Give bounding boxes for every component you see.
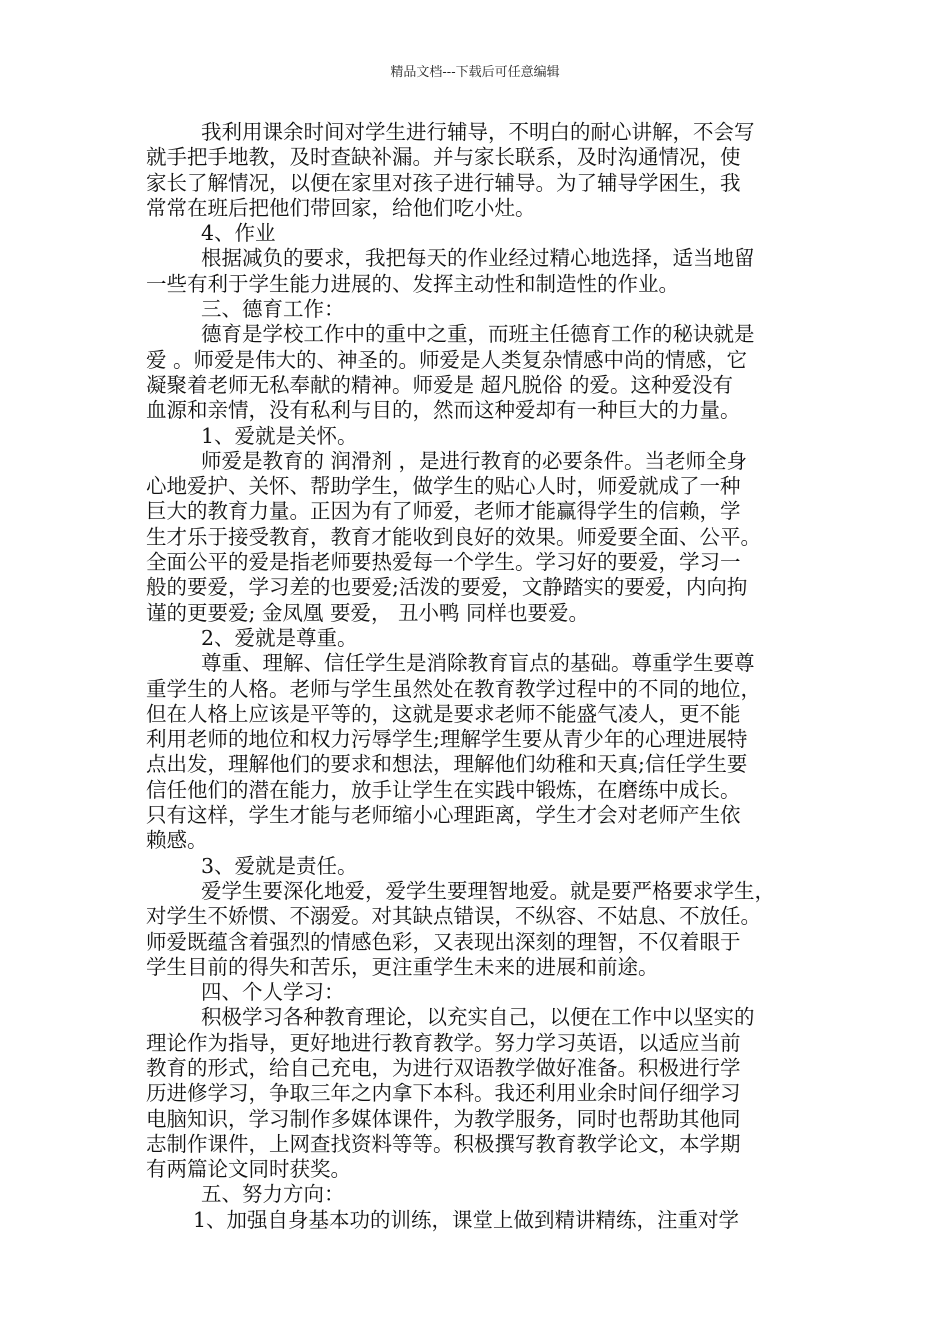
text-line: 3、爱就是责任。 bbox=[201, 853, 358, 878]
text-line: 般的要爱，学习差的也要爱;活泼的要爱，文静踏实的要爱，内向拘 bbox=[146, 575, 748, 600]
text-line: 爱学生要深化地爱，爱学生要理智地爱。就是要严格要求学生， bbox=[201, 878, 775, 903]
text-line: 只有这样，学生才能与老师缩小心理距离，学生才会对老师产生依 bbox=[146, 803, 741, 828]
text-line: 对学生不娇惯、不溺爱。对其缺点错误，不纵容、不姑息、不放任。 bbox=[146, 904, 761, 929]
document-body bbox=[146, 120, 808, 1233]
text-line: 五、努力方向： bbox=[201, 1182, 345, 1207]
text-line: 四、个人学习： bbox=[201, 980, 345, 1005]
text-line: 尊重、理解、信任学生是消除教育盲点的基础。尊重学生要尊 bbox=[201, 651, 755, 676]
text-line: 生才乐于接受教育，教育才能收到良好的效果。师爱要全面、公平。 bbox=[146, 524, 761, 549]
text-line: 德育是学校工作中的重中之重，而班主任德育工作的秘诀就是 bbox=[201, 322, 755, 347]
text-line: 家长了解情况，以便在家里对孩子进行辅导。为了辅导学困生，我 bbox=[146, 170, 741, 195]
page-header: 精品文档---下载后可任意编辑 bbox=[390, 65, 560, 80]
text-line: 信任他们的潜在能力，放手让学生在实践中锻炼，在磨练中成长。 bbox=[146, 777, 741, 802]
text-line: 有两篇论文同时获奖。 bbox=[146, 1157, 351, 1182]
text-line: 2、爱就是尊重。 bbox=[201, 625, 358, 650]
text-line: 1、加强自身基本功的训练，课堂上做到精讲精练，注重对学 bbox=[193, 1207, 740, 1232]
text-line: 志制作课件，上网查找资料等等。积极撰写教育教学论文，本学期 bbox=[146, 1131, 741, 1156]
text-line: 利用老师的地位和权力污辱学生;理解学生要从青少年的心理进展特 bbox=[146, 727, 748, 752]
text-line: 教育的形式，给自己充电，为进行双语教学做好准备。积极进行学 bbox=[146, 1055, 741, 1080]
text-line: 但在人格上应该是平等的，这就是要求老师不能盛气凌人，更不能 bbox=[146, 701, 741, 726]
text-line: 根据减负的要求，我把每天的作业经过精心地选择，适当地留 bbox=[201, 246, 755, 271]
text-line: 三、德育工作： bbox=[201, 297, 345, 322]
text-line: 全面公平的爱是指老师要热爱每一个学生。学习好的要爱，学习一 bbox=[146, 550, 741, 575]
text-line: 血源和亲情，没有私利与目的，然而这种爱却有一种巨大的力量。 bbox=[146, 398, 741, 423]
text-line: 一些有利于学生能力进展的、发挥主动性和制造性的作业。 bbox=[146, 271, 679, 296]
text-line: 点出发，理解他们的要求和想法，理解他们幼稚和天真;信任学生要 bbox=[146, 752, 748, 777]
text-line: 我利用课余时间对学生进行辅导，不明白的耐心讲解，不会写 bbox=[201, 120, 755, 144]
text-line: 巨大的教育力量。正因为有了师爱，老师才能赢得学生的信赖，学 bbox=[146, 499, 741, 524]
text-line: 1、爱就是关怀。 bbox=[201, 423, 358, 448]
text-line: 谨的更要爱; 金凤凰 要爱， 丑小鸭 同样也要爱。 bbox=[146, 600, 589, 625]
text-line: 历进修学习，争取三年之内拿下本科。我还利用业余时间仔细学习 bbox=[146, 1081, 741, 1106]
text-line: 心地爱护、关怀、帮助学生，做学生的贴心人时，师爱就成了一种 bbox=[146, 474, 741, 499]
text-line: 积极学习各种教育理论，以充实自己，以便在工作中以坚实的 bbox=[201, 1005, 755, 1030]
text-line: 学生目前的得失和苦乐，更注重学生未来的进展和前途。 bbox=[146, 954, 659, 979]
text-line: 就手把手地教，及时查缺补漏。并与家长联系，及时沟通情况，使 bbox=[146, 145, 741, 170]
text-line: 凝聚着老师无私奉献的精神。师爱是 超凡脱俗 的爱。这种爱没有 bbox=[146, 372, 734, 397]
text-line: 电脑知识，学习制作多媒体课件，为教学服务，同时也帮助其他同 bbox=[146, 1106, 741, 1131]
text-line: 重学生的人格。老师与学生虽然处在教育教学过程中的不同的地位， bbox=[146, 676, 761, 701]
text-line: 师爱是教育的 润滑剂 ，是进行教育的必要条件。当老师全身 bbox=[201, 448, 748, 473]
text-line: 理论作为指导，更好地进行教育教学。努力学习英语，以适应当前 bbox=[146, 1030, 741, 1055]
text-line: 常常在班后把他们带回家，给他们吃小灶。 bbox=[146, 195, 536, 220]
text-line: 师爱既蕴含着强烈的情感色彩，又表现出深刻的理智，不仅着眼于 bbox=[146, 929, 741, 954]
text-line: 赖感。 bbox=[146, 828, 208, 853]
text-line: 4、作业 bbox=[201, 221, 276, 246]
text-line: 爱 。师爱是伟大的、神圣的。师爱是人类复杂情感中尚的情感，它 bbox=[146, 347, 748, 372]
